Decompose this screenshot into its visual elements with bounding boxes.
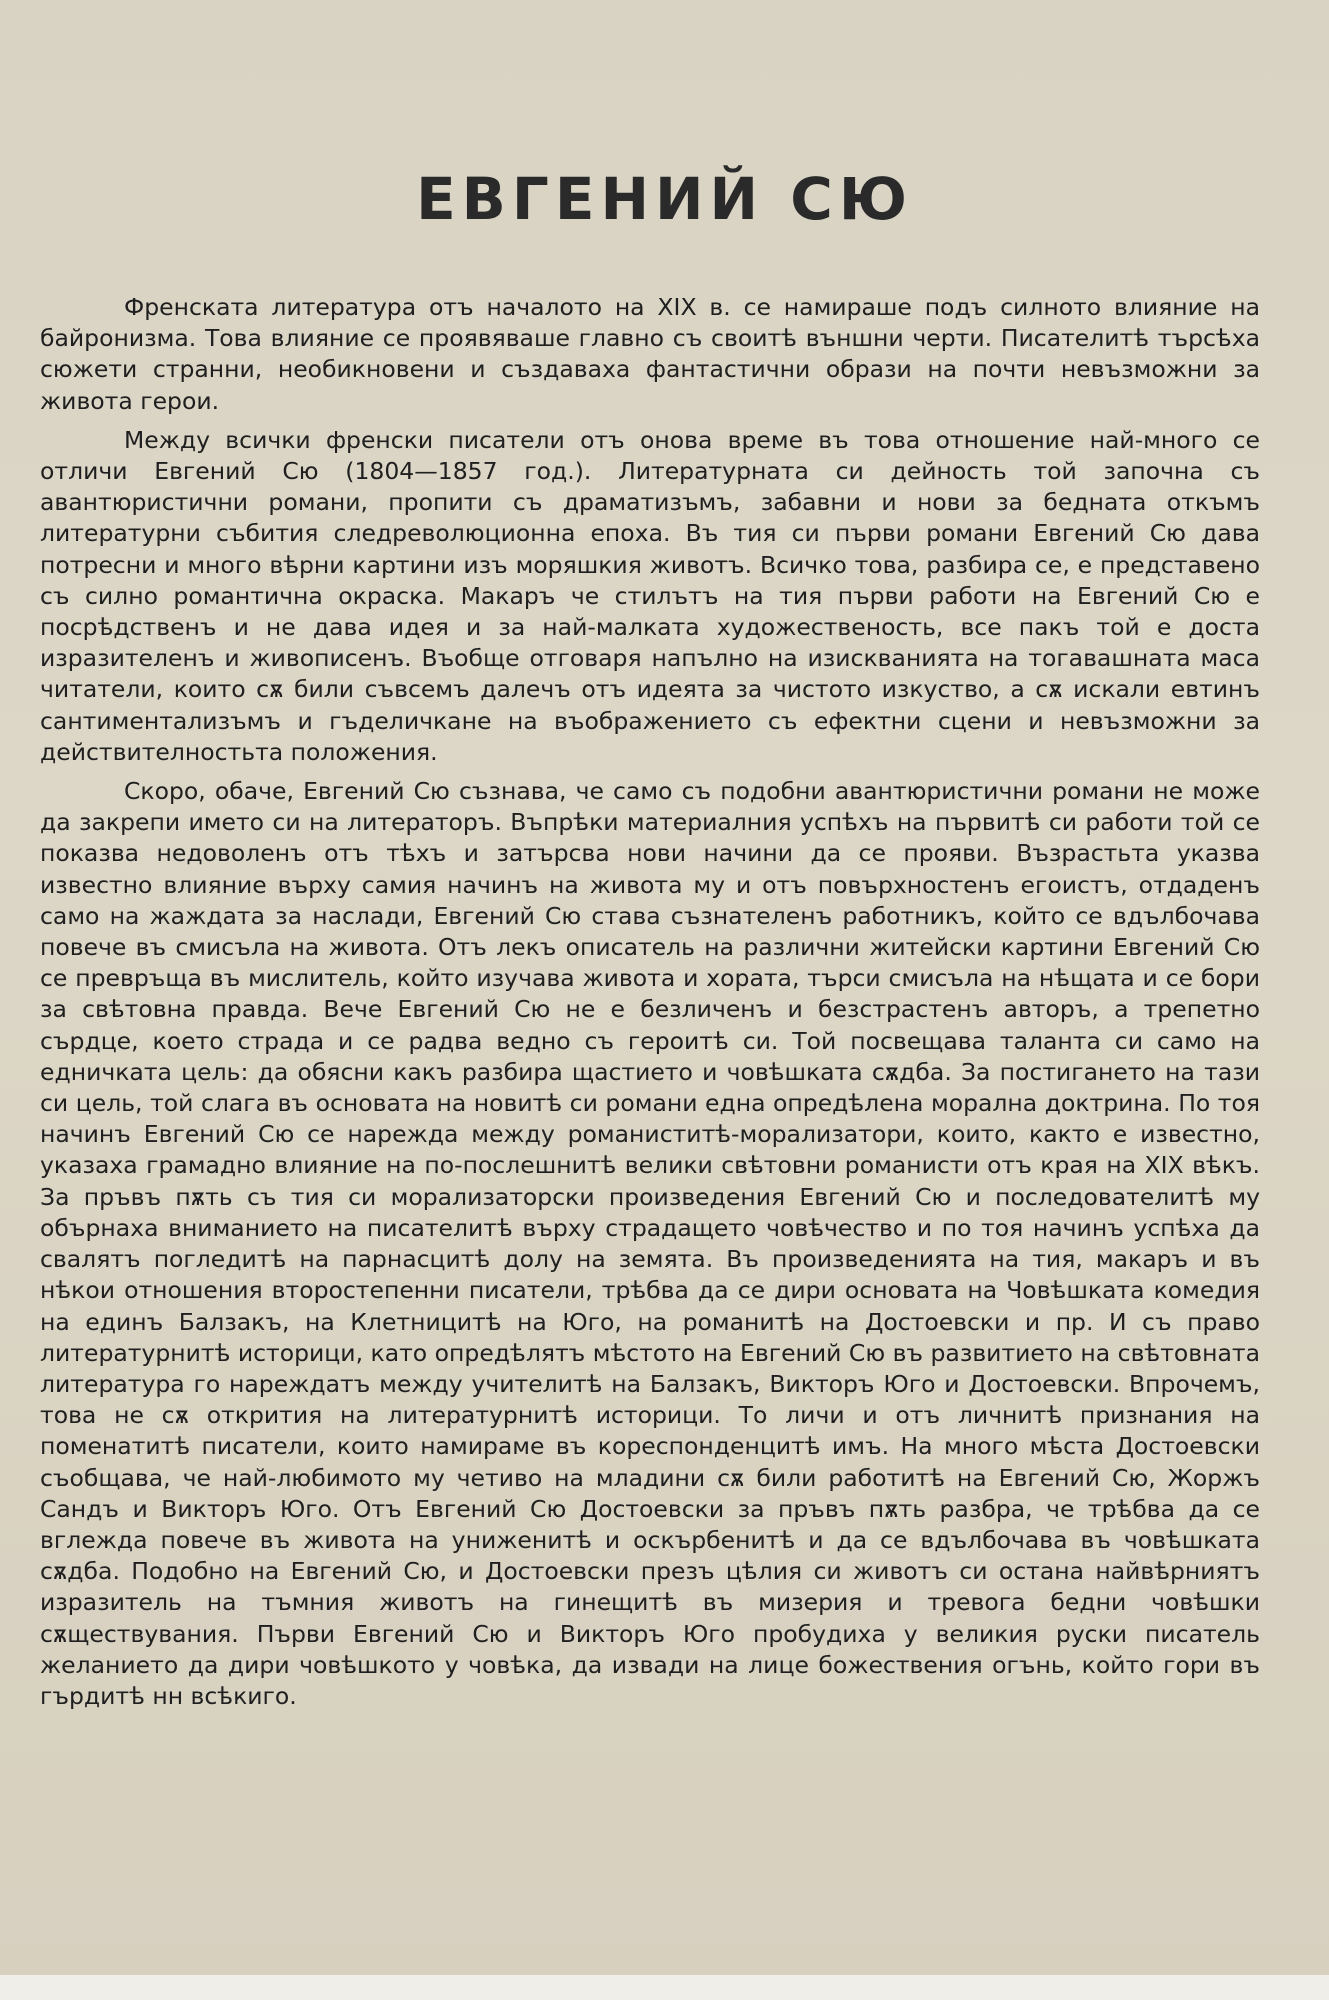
paragraph-2: Между всички френски писатели отъ онова време въ това отношение най-много се отличи Евгений Сю (1804—1857 год.). Литературната си дейность той започна съ авантюристични романи, пропити съ драматизъмъ, забавни и нови за бедната откъмъ литературни събития следреволюционна епоха. Въ тия си първи романи Евгений Сю дава потресни и много вѣрни картини изъ моряшкия животъ. Всичко това, разбира се, е представено съ силно романтична окраска. Макаръ че стилътъ на тия първи работи на Евгений Сю е посрѣдственъ и не дава идея и за най-малката художественость, все пакъ той е доста изразителенъ и живописенъ. Въобще отговаря напълно на изискванията на тогавашната маса читатели, които сѫ били съвсемъ далечъ отъ идеята за чистото изкуство, а сѫ искали евтинъ сантиментализъмъ и гъделичкане на въображението съ ефектни сцени и невъзможни за действителностьта положения. — [40, 425, 1260, 766]
paragraph-3: Скоро, обаче, Евгений Сю съзнава, че само съ подобни авантюристични романи не може да закрепи името си на литераторъ. Въпрѣки материалния успѣхъ на първитѣ си работи той се показва недоволенъ отъ тѣхъ и затърсва нови начини да се прояви. Възрастьта указва известно влияние върху самия начинъ на живота му и отъ повърхностенъ егоистъ, отдаденъ само на жаждата за наслади, Евгений Сю става съзнателенъ работникъ, който се вдълбочава повече въ смисъла на живота. Отъ лекъ описатель на различни житейски картини Евгений Сю се превръща въ мислитель, който изучава живота и хората, търси смисъла на нѣщата и се бори за свѣтовна правда. Вече Евгений Сю не е безличенъ и безстрастенъ авторъ, а трепетно сърдце, което страда и се радва ведно съ героитѣ си. Той посвещава таланта си само на едничката цель: да обясни какъ разбира щастието и човѣшката сѫдба. За постигането на тази си цель, той слага въ основата на новитѣ си романи една опредѣлена морална доктрина. По тоя начинъ Евгений Сю се нарежда между романиститѣ-морализатори, които, както е известно, указаха грамадно влияние на по-послешнитѣ велики свѣтовни романисти отъ края на XIX вѣкъ. За пръвъ пѫть съ тия си морализаторски произведения Евгений Сю и последователитѣ му обърнаха вниманието на писателитѣ върху страдащето човѣчество и по тоя начинъ успѣха да свалятъ погледитѣ на парнасцитѣ долу на земята. Въ произведенията на тия, макаръ и въ нѣкои отношения второстепенни писатели, трѣбва да се дири основата на Човѣшката комедия на единъ Балзакъ, на Клетницитѣ на Юго, на романитѣ на Достоевски и пр. И съ право литературнитѣ историци, като опредѣлятъ мѣстото на Евгений Сю въ развитието на свѣтовната литература го нареждатъ между учителитѣ на Балзакъ, Викторъ Юго и Достоевски. Впрочемъ, това не сѫ открития на литературнитѣ историци. То личи и отъ личнитѣ признания на поменатитѣ писатели, които намираме въ кореспонденцитѣ имъ. На много мѣста Достоевски съобщава, че най-любимото му четиво на младини сѫ били работитѣ на Евгений Сю, Жоржъ Сандъ и Викторъ Юго. Отъ Евгений Сю Достоевски за пръвъ пѫть разбра, че трѣбва да се вглежда повече въ живота на униженитѣ и оскърбенитѣ и да се вдълбочава въ човѣшката сѫдба. Подобно на Евгений Сю, и Достоевски презъ цѣлия си животъ си остана найвѣрниятъ изразитель на тъмния животъ на гинещитѣ въ мизерия и тревога бедни човѣшки сѫществувания. Първи Евгений Сю и Викторъ Юго пробудиха у великия руски писатель желанието да дири човѣшкото у човѣка, да извади на лице божествения огънь, който гори въ гърдитѣ нн всѣкиго. — [40, 777, 1260, 1710]
page-title: ЕВГЕНИЙ СЮ — [416, 165, 913, 233]
paragraph-1: Френската литература отъ началото на XIX в. се намираше подъ силното влияние на байронизма. Това влияние се проявяваше главно съ своитѣ външни черти. Писателитѣ търсѣха сюжети странни, необикновени и създаваха фантастични образи на почти невъзможни за живота герои. — [40, 293, 1260, 415]
page-bottom-edge — [0, 1975, 1329, 2000]
article-body — [40, 292, 1260, 1712]
